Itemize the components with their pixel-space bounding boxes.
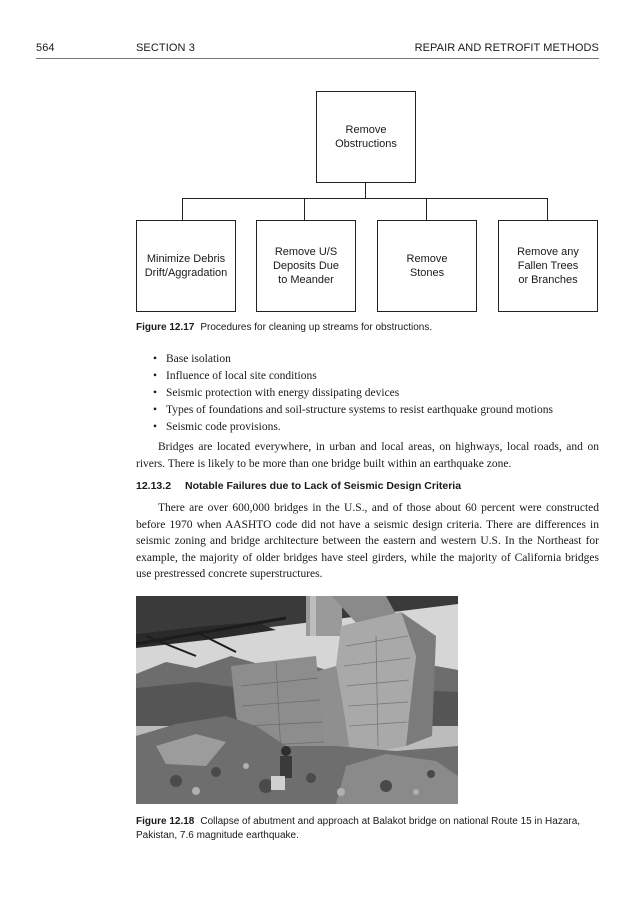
list-item: • Base isolation [150, 351, 553, 368]
subsection-title: Notable Failures due to Lack of Seismic Design Criteria [185, 480, 462, 492]
running-title: REPAIR AND RETROFIT METHODS [414, 42, 599, 54]
connector-child-3 [426, 198, 427, 220]
node-remove-obstructions: Remove Obstructions [316, 91, 416, 183]
figure-label: Figure 12.17 [136, 322, 195, 333]
paragraph-bridges-located: Bridges are located everywhere, in urban and local areas, on highways, local roads, and on rivers. There is likely to be more than one bridge built within an earthquake zone. [136, 441, 599, 470]
connector-horizontal [182, 198, 548, 199]
paragraph-bridge-statistics: There are over 600,000 bridges in the U.S., and of those about 60 percent were constructed before 1970 when AASHTO code did not have a seismic design criteria. There are differences in seismic zoning and bridge architecture between the eastern and western U.S. In the Northeast for example, the majority of older bridges have steel girders, while the majority of California bridges use prestressed concrete superstructures. [136, 502, 599, 580]
bullet-list [150, 351, 553, 436]
header-rule [36, 58, 599, 59]
figure-label: Figure 12.18 [136, 816, 195, 827]
page-number: 564 [36, 42, 55, 54]
list-item: • Seismic code provisions. [150, 419, 553, 436]
section-label: SECTION 3 [136, 42, 195, 54]
connector-child-4 [547, 198, 548, 220]
list-item: • Seismic protection with energy dissipating devices [150, 385, 553, 402]
node-remove-stones: Remove Stones [377, 220, 477, 312]
node-remove-fallen-trees: Remove any Fallen Trees or Branches [498, 220, 598, 312]
list-item: • Influence of local site conditions [150, 368, 553, 385]
node-remove-us-deposits: Remove U/S Deposits Due to Meander [256, 220, 356, 312]
figure-12-18-caption [136, 815, 602, 843]
figure-12-17-caption [136, 322, 432, 333]
caption-text: Procedures for cleaning up streams for obstructions. [200, 322, 433, 333]
connector-child-2 [304, 198, 305, 220]
list-item: • Types of foundations and soil-structure systems to resist earthquake ground motions [150, 402, 553, 419]
caption-text: Collapse of abutment and approach at Balakot bridge on national Route 15 in Hazara, Pakistan, 7.6 magnitude earthquake. [136, 816, 581, 841]
connector-root-down [365, 183, 366, 199]
collapsed-bridge-photo [136, 596, 458, 804]
subsection-number: 12.13.2 [136, 480, 172, 492]
connector-child-1 [182, 198, 183, 220]
subsection-heading [136, 480, 461, 492]
node-minimize-debris: Minimize Debris Drift/Aggradation [136, 220, 236, 312]
